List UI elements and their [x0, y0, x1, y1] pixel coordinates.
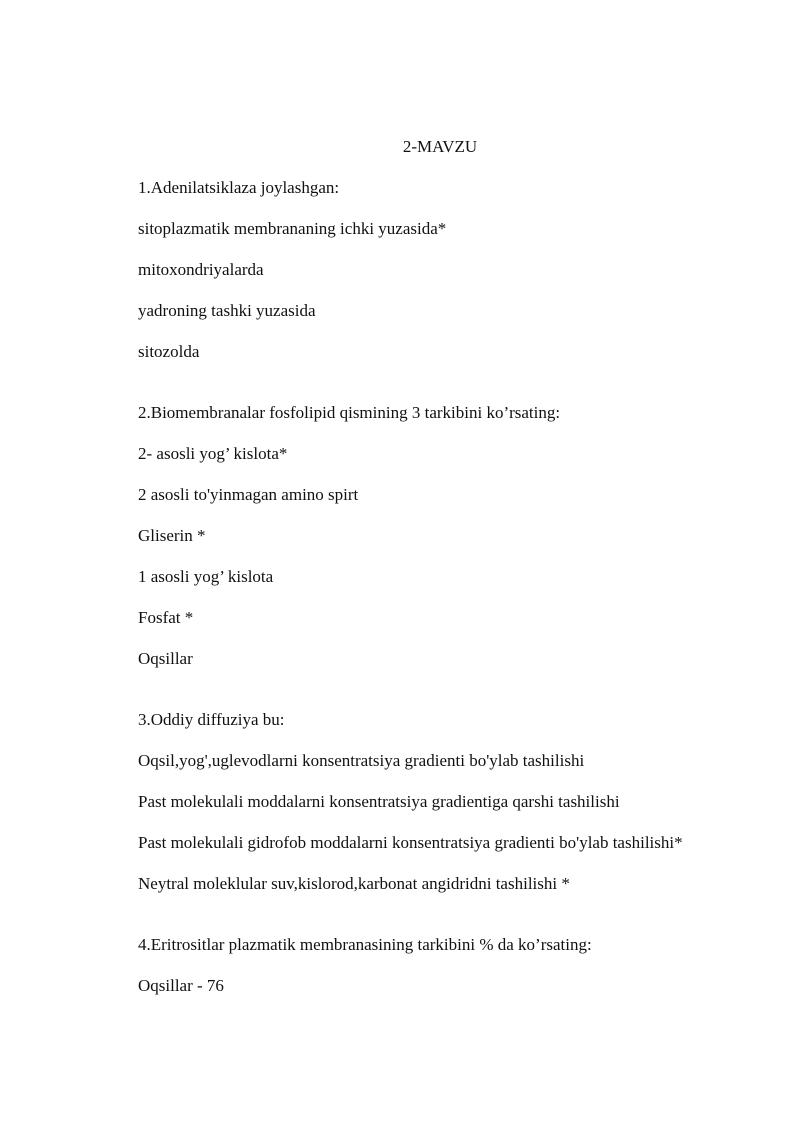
answer-option: Past molekulali gidrofob moddalarni konsentratsiya gradienti bo'ylab tashilishi*	[138, 833, 683, 852]
answer-option: Neytral moleklular suv,kislorod,karbonat angidridni tashilishi *	[138, 874, 570, 893]
question-prompt: 4.Eritrositlar plazmatik membranasining tarkibini % da ko’rsating:	[138, 935, 592, 954]
question-4	[138, 935, 778, 996]
answer-option: sitozolda	[138, 342, 200, 361]
question-1	[138, 178, 778, 362]
answer-option: 2 asosli to'yinmagan amino spirt	[138, 485, 359, 504]
answer-option: mitoxondriyalarda	[138, 260, 264, 279]
answer-option: sitoplazmatik membrananing ichki yuzasida*	[138, 219, 447, 238]
question-prompt: 3.Oddiy diffuziya bu:	[138, 710, 285, 729]
document-title: 2-MAVZU	[402, 137, 478, 156]
answer-option: Oqsillar	[138, 649, 193, 668]
answer-option: Fosfat *	[138, 608, 194, 627]
document-content	[138, 178, 778, 996]
answer-option: 1 asosli yog’ kislota	[138, 567, 274, 586]
question-2	[138, 403, 778, 669]
answer-option: Past molekulali moddalarni konsentratsiya gradientiga qarshi tashilishi	[138, 792, 620, 811]
question-prompt: 1.Adenilatsiklaza joylashgan:	[138, 178, 340, 197]
answer-option: 2- asosli yog’ kislota*	[138, 444, 288, 463]
question-3	[138, 710, 778, 894]
question-prompt: 2.Biomembranalar fosfolipid qismining 3 tarkibini ko’rsating:	[138, 403, 561, 422]
answer-option: Gliserin *	[138, 526, 206, 545]
answer-option: yadroning tashki yuzasida	[138, 301, 316, 320]
answer-option: Oqsil,yog',uglevodlarni konsentratsiya gradienti bo'ylab tashilishi	[138, 751, 585, 770]
answer-option: Oqsillar - 76	[138, 976, 224, 995]
